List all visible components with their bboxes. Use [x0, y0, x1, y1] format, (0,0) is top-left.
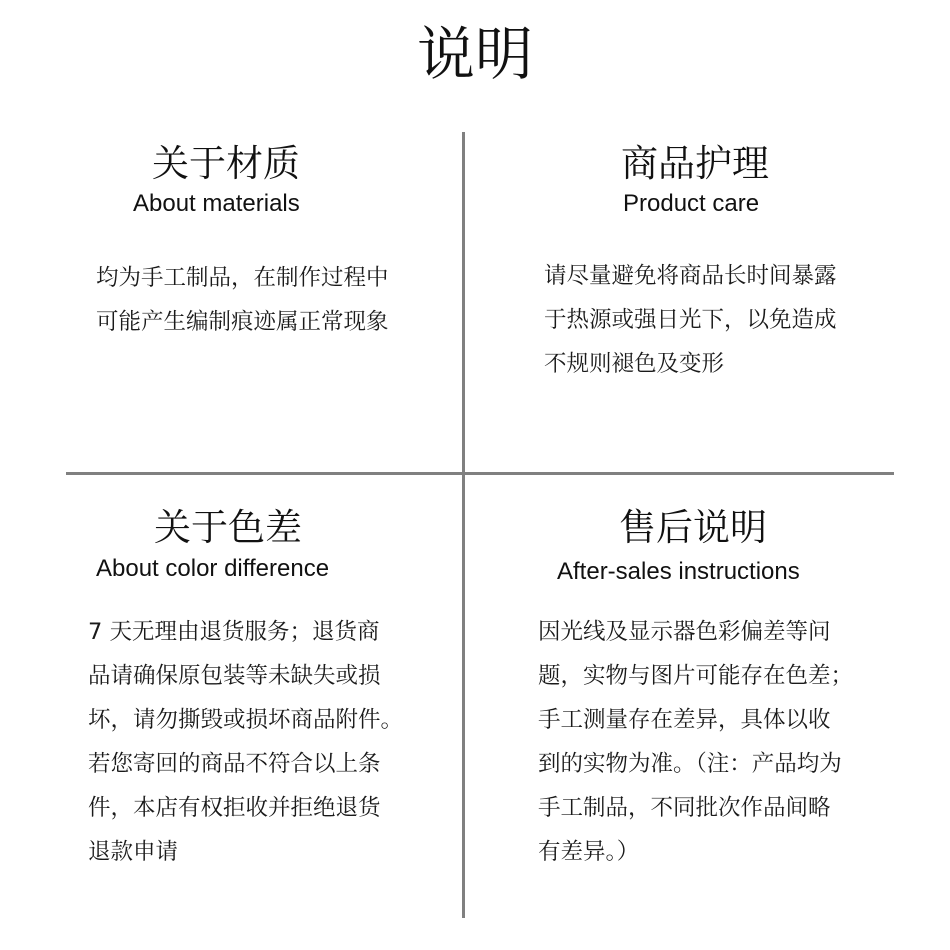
color-heading-en: About color difference: [96, 555, 330, 582]
materials-heading-en: About materials: [133, 190, 300, 217]
care-line: 不规则褪色及变形: [544, 351, 725, 377]
after-sales-heading-en: After-sales instructions: [557, 558, 800, 585]
care-heading-cn: 商品护理: [621, 142, 769, 185]
page-title: 说明: [416, 20, 533, 88]
horizontal-divider: [66, 472, 894, 475]
color-line: 品请确保原包装等未缺失或损: [88, 663, 381, 689]
care-body: [544, 254, 837, 386]
after-sales-line: 因光线及显示器色彩偏差等问: [538, 619, 831, 645]
color-line: 退款申请: [88, 839, 179, 865]
vertical-divider: [462, 132, 465, 918]
after-sales-line: 手工制品，不同批次作品间略: [538, 795, 831, 821]
materials-body: [96, 256, 389, 344]
after-sales-line: 题，实物与图片可能存在色差；: [538, 663, 854, 689]
color-body: [88, 610, 403, 874]
color-line: 7 天无理由退货服务；退货商: [88, 619, 380, 645]
materials-line: 均为手工制品，在制作过程中: [96, 265, 389, 291]
materials-heading-cn: 关于材质: [152, 142, 300, 185]
after-sales-line: 有差异。）: [538, 839, 640, 865]
care-line: 于热源或强日光下，以免造成: [544, 307, 837, 333]
care-line: 请尽量避免将商品长时间暴露: [544, 263, 837, 289]
color-heading-cn: 关于色差: [154, 506, 302, 549]
after-sales-line: 手工测量存在差异，具体以收: [538, 707, 831, 733]
color-line: 件，本店有权拒收并拒绝退货: [88, 795, 381, 821]
color-line: 若您寄回的商品不符合以上条: [88, 751, 381, 777]
color-line: 坏，请勿撕毁或损坏商品附件。: [88, 707, 404, 733]
materials-line: 可能产生编制痕迹属正常现象: [96, 309, 389, 335]
after-sales-line: 到的实物为准。（注：产品均为: [538, 751, 842, 777]
after-sales-body: [538, 610, 853, 874]
care-heading-en: Product care: [623, 190, 760, 217]
after-sales-heading-cn: 售后说明: [619, 506, 767, 549]
